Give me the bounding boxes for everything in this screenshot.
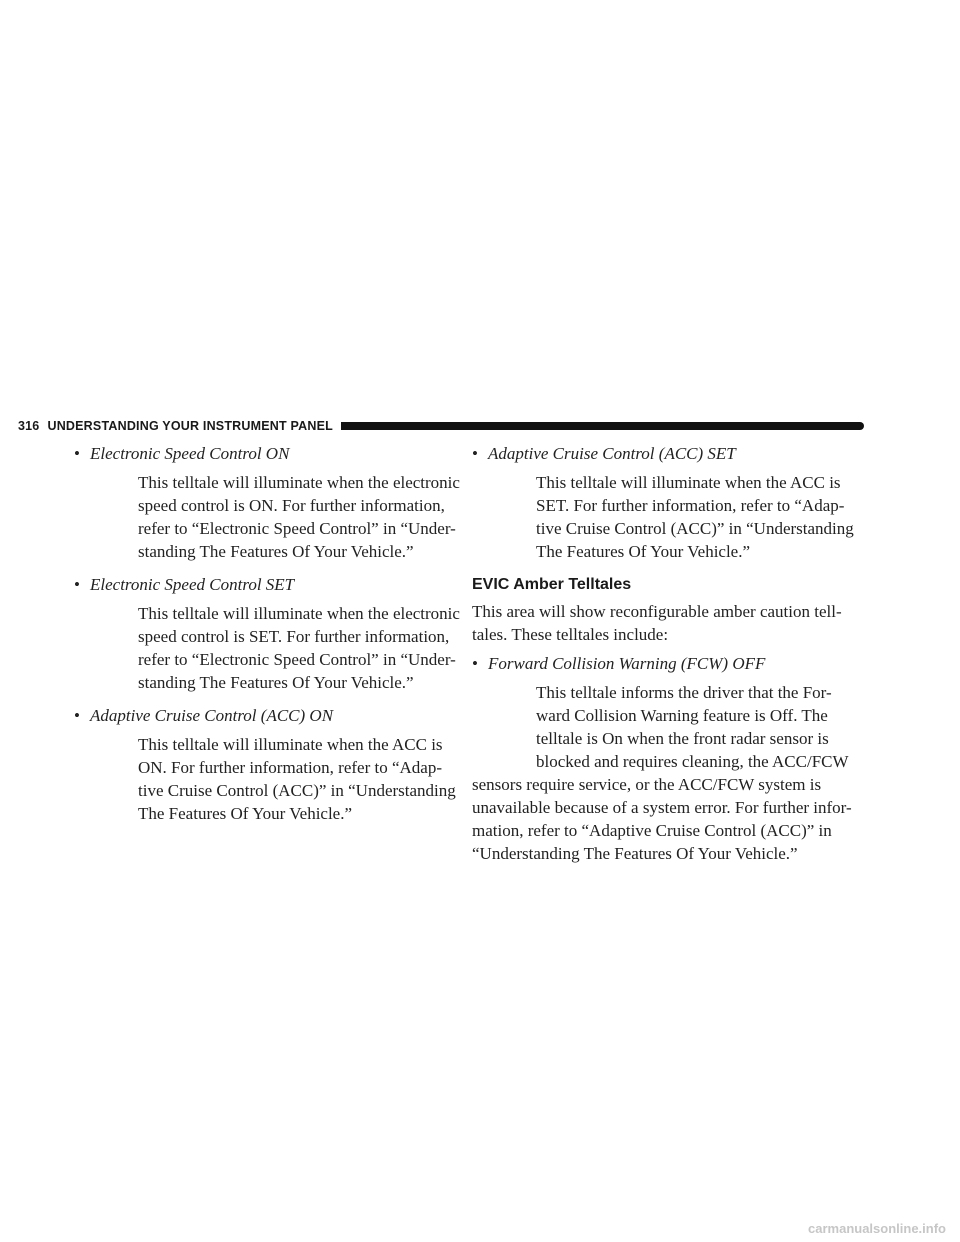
item-title: Electronic Speed Control SET — [90, 575, 295, 594]
body-line: ON. For further information, refer to “Adap- — [138, 758, 443, 777]
item-body-continued — [472, 773, 864, 865]
body-line: blocked and requires cleaning, the ACC/FCW — [536, 752, 849, 771]
list-item — [74, 704, 466, 825]
item-body — [138, 471, 466, 563]
bullet-icon: • — [472, 444, 478, 463]
item-body — [536, 681, 864, 773]
header-rule — [341, 422, 864, 430]
item-body — [138, 733, 466, 825]
section-title: UNDERSTANDING YOUR INSTRUMENT PANEL — [47, 419, 333, 433]
body-line: unavailable because of a system error. For further infor- — [472, 798, 852, 817]
item-body — [138, 602, 466, 694]
list-item — [472, 442, 864, 563]
body-line: telltale is On when the front radar sensor is — [536, 729, 829, 748]
body-line: The Features Of Your Vehicle.” — [138, 804, 353, 823]
body-line: SET. For further information, refer to “Adap- — [536, 496, 845, 515]
bullet-icon: • — [74, 706, 80, 725]
bullet-icon: • — [472, 654, 478, 673]
right-column — [472, 442, 864, 865]
page-number: 316 — [18, 419, 40, 433]
body-line: ward Collision Warning feature is Off. The — [536, 706, 828, 725]
watermark: carmanualsonline.info — [808, 1221, 946, 1236]
item-title: Adaptive Cruise Control (ACC) ON — [90, 706, 334, 725]
item-title: Adaptive Cruise Control (ACC) SET — [488, 444, 736, 463]
body-line: tive Cruise Control (ACC)” in “Understanding — [138, 781, 456, 800]
list-item — [74, 573, 466, 694]
body-line: standing The Features Of Your Vehicle.” — [138, 542, 414, 561]
section-heading: EVIC Amber Telltales — [472, 576, 632, 593]
body-line: sensors require service, or the ACC/FCW system is — [472, 775, 822, 794]
body-line: This telltale informs the driver that the For- — [536, 683, 832, 702]
left-column — [74, 442, 466, 835]
body-line: This telltale will illuminate when the ACC is — [138, 735, 443, 754]
body-line: speed control is ON. For further information, — [138, 496, 445, 515]
body-line: tales. These telltales include: — [472, 625, 669, 644]
item-title: Forward Collision Warning (FCW) OFF — [488, 654, 766, 673]
body-line: refer to “Electronic Speed Control” in “Under- — [138, 519, 456, 538]
list-item — [472, 652, 864, 865]
bullet-icon: • — [74, 444, 80, 463]
item-title: Electronic Speed Control ON — [90, 444, 290, 463]
list-item — [74, 442, 466, 563]
body-line: mation, refer to “Adaptive Cruise Control (ACC)” in — [472, 821, 832, 840]
body-line: refer to “Electronic Speed Control” in “Under- — [138, 650, 456, 669]
body-line: tive Cruise Control (ACC)” in “Understanding — [536, 519, 854, 538]
intro-paragraph — [472, 600, 864, 646]
body-line: The Features Of Your Vehicle.” — [536, 542, 751, 561]
body-line: This telltale will illuminate when the ACC is — [536, 473, 841, 492]
body-line: This area will show reconfigurable amber caution tell- — [472, 602, 842, 621]
bullet-icon: • — [74, 575, 80, 594]
body-line: speed control is SET. For further information, — [138, 627, 450, 646]
page-header — [18, 418, 864, 434]
item-body — [536, 471, 864, 563]
body-line: “Understanding The Features Of Your Vehicle.” — [472, 844, 798, 863]
body-line: This telltale will illuminate when the electronic — [138, 473, 460, 492]
body-line: standing The Features Of Your Vehicle.” — [138, 673, 414, 692]
body-line: This telltale will illuminate when the electronic — [138, 604, 460, 623]
